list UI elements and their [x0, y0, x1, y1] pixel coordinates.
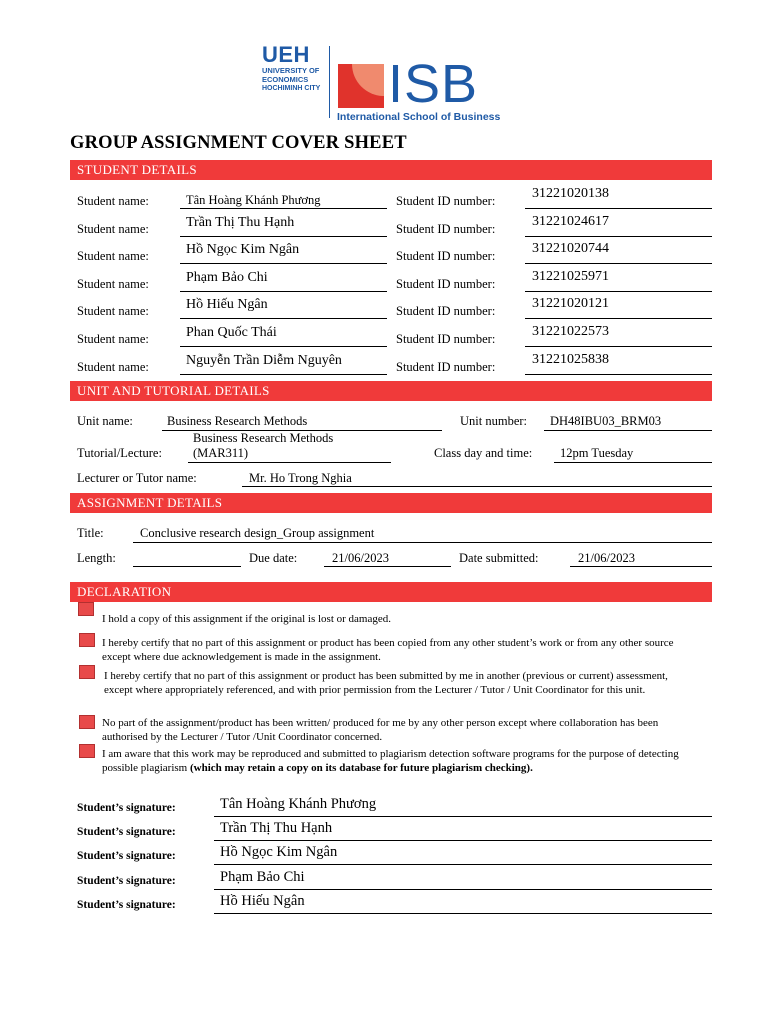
tutorial-value-line1: Business Research Methods	[193, 431, 334, 445]
student-name-line	[180, 236, 387, 237]
signature-line	[214, 864, 712, 865]
tutorial-line	[188, 462, 391, 463]
student-name-label: Student name:	[77, 304, 149, 318]
declaration-checkbox[interactable]	[79, 715, 95, 729]
ueh-logo-line1: UNIVERSITY OF	[262, 66, 320, 75]
student-id-line	[525, 236, 712, 237]
declaration-item: No part of the assignment/product has been written/ produced for me by any other person except where collaboration has been authorised by the Lecturer / Tutor /Unit Coordinator concerned.	[102, 717, 659, 743]
declaration-checkbox[interactable]	[79, 633, 95, 647]
student-id-label: Student ID number:	[396, 304, 496, 318]
student-name-line	[180, 374, 387, 375]
signature-value: Hồ Hiếu Ngân	[220, 893, 305, 909]
isb-logo-subtitle: International School of Business	[337, 111, 501, 123]
student-name-value: Phan Quốc Thái	[186, 325, 277, 340]
declaration-item: I hold a copy of this assignment if the original is lost or damaged.	[102, 613, 392, 625]
student-id-value: 31221020121	[532, 296, 609, 311]
lecturer-line	[242, 486, 712, 487]
student-id-label: Student ID number:	[396, 332, 496, 346]
due-date-label: Due date:	[249, 551, 298, 565]
student-id-line	[525, 346, 712, 347]
student-id-label: Student ID number:	[396, 222, 496, 236]
isb-logo-mark	[338, 64, 384, 108]
student-name-line	[180, 346, 387, 347]
signature-value: Tân Hoàng Khánh Phương	[220, 796, 377, 812]
signature-line	[214, 913, 712, 914]
student-id-line	[525, 291, 712, 292]
student-name-label: Student name:	[77, 249, 149, 263]
student-id-value: 31221022573	[532, 324, 609, 339]
length-line	[133, 566, 241, 567]
student-name-label: Student name:	[77, 360, 149, 374]
unit-number-value: DH48IBU03_BRM03	[550, 414, 662, 428]
declaration-checkbox[interactable]	[79, 665, 95, 679]
student-name-line	[180, 318, 387, 319]
assignment-title-value: Conclusive research design_Group assignment	[140, 526, 375, 540]
signature-label: Student’s signature:	[77, 899, 176, 911]
date-submitted-value: 21/06/2023	[578, 551, 635, 565]
section-assignment-details: ASSIGNMENT DETAILS	[70, 493, 712, 513]
assignment-title-line	[133, 542, 712, 543]
student-name-label: Student name:	[77, 277, 149, 291]
signature-label: Student’s signature:	[77, 826, 176, 838]
signature-line	[214, 816, 712, 817]
lecturer-value: Mr. Ho Trong Nghia	[249, 471, 352, 485]
ueh-logo-line3: HOCHIMINH CITY	[262, 85, 321, 92]
student-name-line	[180, 208, 387, 209]
declaration-item	[102, 747, 692, 775]
signature-label: Student’s signature:	[77, 875, 176, 887]
declaration-item: I hereby certify that no part of this assignment or product has been submitted by me in another (previous or current) assessment, except where appropriately referenced, and with prior permission from the Lecturer / Tutor / Unit Coordinator for this unit.	[104, 670, 668, 696]
logo-divider	[329, 46, 330, 118]
date-submitted-label: Date submitted:	[459, 551, 539, 565]
ueh-logo	[262, 44, 326, 104]
due-date-value: 21/06/2023	[332, 551, 389, 565]
student-id-line	[525, 374, 712, 375]
student-name-value: Tân Hoàng Khánh Phương	[186, 193, 321, 207]
unit-name-label: Unit name:	[77, 414, 133, 428]
declaration-plain-text: I am aware that this work may be reproduced and submitted to plagiarism detection software programs for the purpose of detecting possible plagiarism	[102, 748, 679, 774]
length-label: Length:	[77, 551, 116, 565]
tutorial-label: Tutorial/Lecture:	[77, 446, 162, 460]
student-id-line	[525, 318, 712, 319]
signature-label: Student’s signature:	[77, 850, 176, 862]
student-id-value: 31221025971	[532, 269, 609, 284]
page-title: GROUP ASSIGNMENT COVER SHEET	[70, 133, 407, 153]
student-id-line	[525, 263, 712, 264]
section-declaration: DECLARATION	[70, 582, 712, 602]
student-name-label: Student name:	[77, 194, 149, 208]
signature-value: Hồ Ngọc Kim Ngân	[220, 844, 338, 860]
signature-line	[214, 840, 712, 841]
declaration-bold-text: (which may retain a copy on its database for future plagiarism checking).	[190, 762, 533, 774]
assignment-title-label: Title:	[77, 526, 104, 540]
student-id-label: Student ID number:	[396, 360, 496, 374]
student-name-value: Trần Thị Thu Hạnh	[186, 215, 295, 230]
due-date-line	[324, 566, 451, 567]
student-id-label: Student ID number:	[396, 277, 496, 291]
student-name-value: Hồ Ngọc Kim Ngân	[186, 242, 300, 257]
student-name-value: Hồ Hiếu Ngân	[186, 297, 268, 312]
section-unit-details: UNIT AND TUTORIAL DETAILS	[70, 381, 712, 401]
student-id-line	[525, 208, 712, 209]
signature-value: Phạm Bảo Chi	[220, 869, 305, 885]
section-student-details: STUDENT DETAILS	[70, 160, 712, 180]
tutorial-value-line2: (MAR311)	[193, 446, 249, 460]
unit-number-line	[544, 430, 712, 431]
student-id-value: 31221020138	[532, 186, 609, 201]
lecturer-label: Lecturer or Tutor name:	[77, 471, 197, 485]
student-id-value: 31221020744	[532, 241, 609, 256]
ueh-logo-text: UEH	[262, 42, 310, 67]
signature-label: Student’s signature:	[77, 802, 176, 814]
date-submitted-line	[570, 566, 712, 567]
declaration-item: I hereby certify that no part of this assignment or product has been copied from any other student’s work or from any other source except where due acknowledgement is made in the assignment.	[102, 637, 674, 663]
student-id-value: 31221024617	[532, 214, 609, 229]
student-id-label: Student ID number:	[396, 249, 496, 263]
student-name-label: Student name:	[77, 332, 149, 346]
ueh-logo-line2: ECONOMICS	[262, 75, 309, 84]
unit-number-label: Unit number:	[460, 414, 528, 428]
class-day-label: Class day and time:	[434, 446, 533, 460]
student-name-line	[180, 263, 387, 264]
declaration-checkbox[interactable]	[79, 744, 95, 758]
student-name-value: Nguyễn Trần Diễm Nguyên	[186, 353, 342, 368]
student-id-value: 31221025838	[532, 352, 609, 367]
unit-name-value: Business Research Methods	[167, 414, 308, 428]
student-name-line	[180, 291, 387, 292]
isb-logo-text: ISB	[388, 54, 479, 114]
student-id-label: Student ID number:	[396, 194, 496, 208]
declaration-checkbox[interactable]	[78, 602, 94, 616]
signature-line	[214, 889, 712, 890]
signature-value: Trần Thị Thu Hạnh	[220, 820, 333, 836]
class-day-line	[554, 462, 712, 463]
student-name-label: Student name:	[77, 222, 149, 236]
student-name-value: Phạm Bảo Chi	[186, 270, 268, 285]
class-day-value: 12pm Tuesday	[560, 446, 634, 460]
